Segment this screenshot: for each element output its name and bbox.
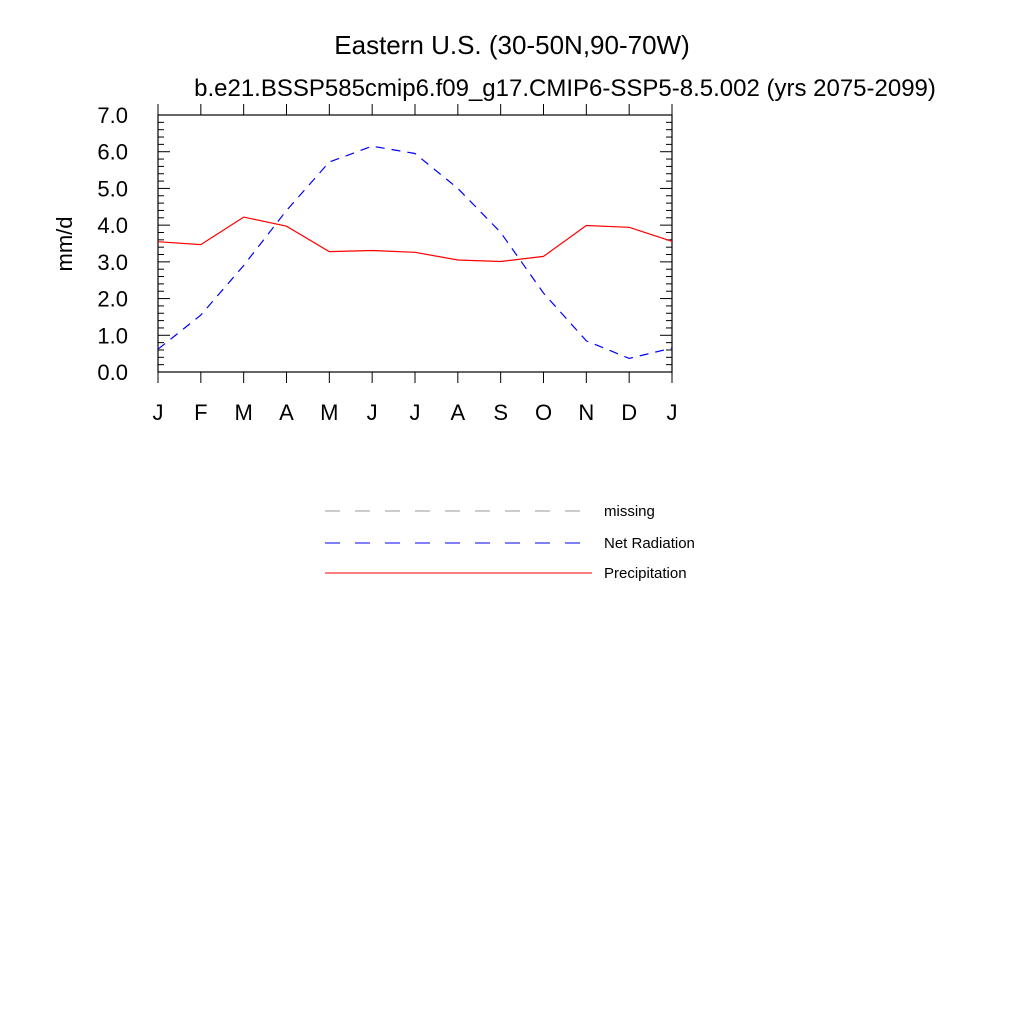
plot-area: [97, 103, 677, 425]
x-tick-label: D: [621, 400, 638, 425]
x-tick-label: J: [409, 400, 421, 425]
y-tick-label: 3.0: [97, 249, 128, 275]
x-tick-label: J: [152, 400, 164, 425]
y-tick-label: 2.0: [97, 286, 128, 312]
legend: [325, 503, 695, 582]
y-axis-label: mm/d: [52, 216, 77, 272]
x-tick-label: S: [493, 400, 509, 425]
y-tick-label: 5.0: [97, 176, 128, 202]
y-tick-label: 1.0: [97, 323, 128, 349]
x-tick-label: J: [666, 400, 678, 425]
legend-label-missing: missing: [604, 503, 655, 520]
chart-subtitle: b.e21.BSSP585cmip6.f09_g17.CMIP6-SSP5-8.5.002 (yrs 2075-2099): [194, 75, 936, 102]
x-tick-label: A: [279, 400, 294, 425]
chart-title: Eastern U.S. (30-50N,90-70W): [334, 30, 690, 60]
y-tick-label: 4.0: [97, 213, 128, 239]
series-line-precipitation: [158, 217, 672, 261]
x-tick-label: J: [366, 400, 378, 425]
legend-label-net-radiation: Net Radiation: [604, 535, 695, 552]
x-tick-label: N: [578, 400, 595, 425]
y-tick-label: 6.0: [97, 139, 128, 165]
x-tick-label: M: [320, 400, 339, 425]
x-tick-label: O: [534, 400, 553, 425]
x-tick-label: F: [194, 400, 208, 425]
x-tick-label: M: [234, 400, 253, 425]
y-tick-label: 7.0: [97, 103, 128, 128]
y-tick-label: 0.0: [97, 360, 128, 385]
legend-label-precipitation: Precipitation: [604, 565, 687, 582]
x-tick-label: A: [450, 400, 466, 425]
